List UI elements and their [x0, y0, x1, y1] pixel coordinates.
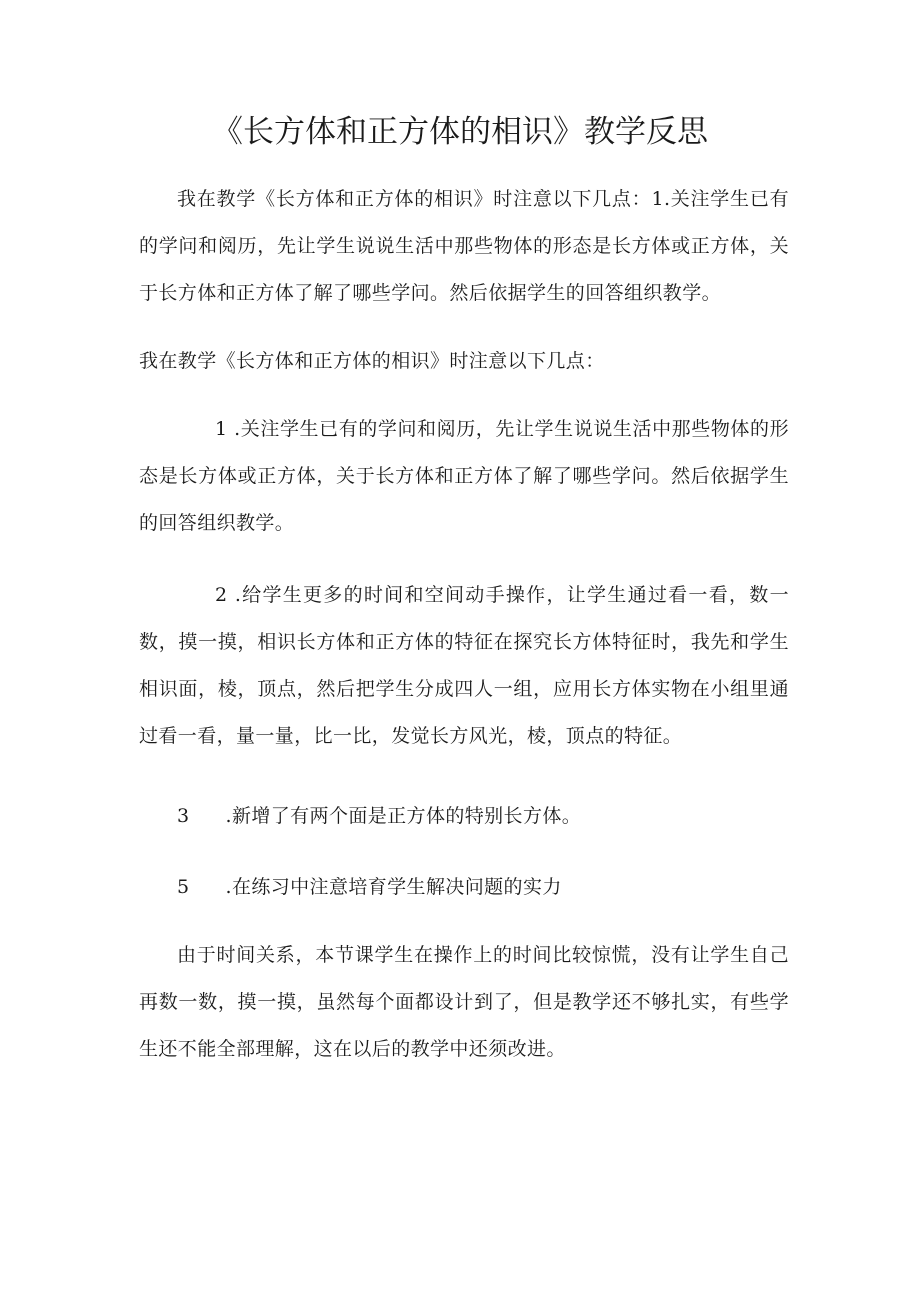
list-item-text: .新增了有两个面是正方体的特别长方体。 — [225, 805, 582, 827]
list-item-number: 2 — [215, 584, 228, 606]
document-title: 《长方体和正方体的相识》教学反思 — [212, 114, 708, 150]
list-item-text: .关注学生已有的学问和阅历，先让学生说说生活中那些物体的形态是长方体或正方体，关于长方体和正方体了解了哪些学问。然后依据学生的回答组织教学。 — [139, 418, 789, 534]
list-item-number: 3 — [177, 805, 190, 827]
closing-paragraph: 由于时间关系，本节课学生在操作上的时间比较惊慌，没有让学生自己再数一数，摸一摸，虽然每个面都设计到了，但是教学还不够扎实，有些学生还不能全部理解，这在以后的教学中还须改进。 — [139, 944, 789, 1060]
list-item-text: .给学生更多的时间和空间动手操作，让学生通过看一看，数一数，摸一摸，相识长方体和正方体的特征在探究长方体特征时，我先和学生相识面，棱，顶点，然后把学生分成四人一组，应用长方体实物在小组里通过看一看，量一量，比一比，发觉长方风光，棱，顶点的特征。 — [139, 584, 789, 747]
list-item-number: 5 — [177, 876, 190, 898]
list-item-3 — [177, 801, 581, 831]
list-item-1 — [139, 406, 789, 547]
list-item-number: 1 — [215, 418, 228, 440]
list-item-text: .在练习中注意培育学生解决问题的实力 — [225, 876, 562, 898]
list-item-5 — [177, 872, 562, 902]
lead-line: 我在教学《长方体和正方体的相识》时注意以下几点： — [139, 350, 605, 372]
intro-paragraph: 我在教学《长方体和正方体的相识》时注意以下几点：1.关注学生已有的学问和阅历，先让学生说说生活中那些物体的形态是长方体或正方体，关于长方体和正方体了解了哪些学问。然后依据学生的回答组织教学。 — [139, 188, 789, 304]
list-item-2 — [139, 572, 789, 760]
